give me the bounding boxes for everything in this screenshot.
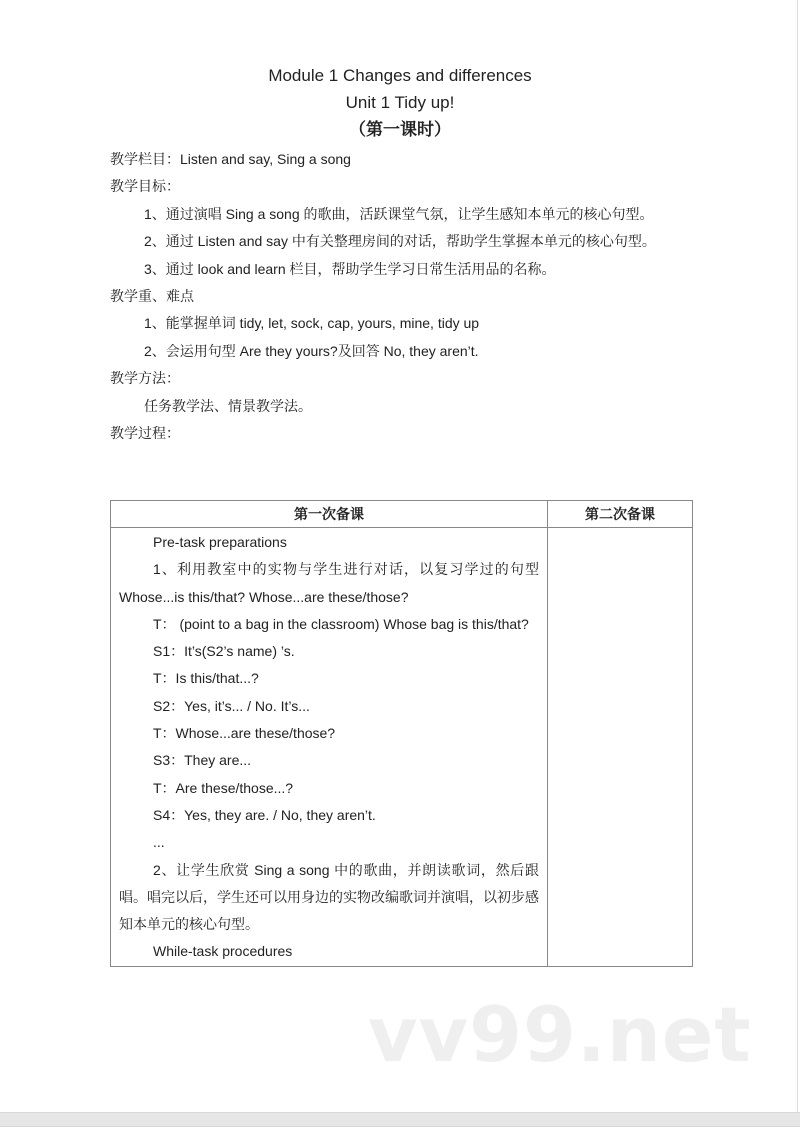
table-line: Pre-task preparations <box>153 534 287 550</box>
table-row <box>111 528 693 967</box>
header-second-prep: 第二次备课 <box>548 501 693 528</box>
goal-item: 2、通过 Listen and say 中有关整理房间的对话，帮助学生掌握本单元的核心句型。 <box>144 233 656 250</box>
table-line: ... <box>153 834 165 851</box>
goal-item: 3、通过 look and learn 栏目，帮助学生学习日常生活用品的名称。 <box>144 260 556 277</box>
goals-heading: 教学目标： <box>110 178 180 195</box>
key-point-item: 1、能掌握单词 tidy, let, sock, cap, yours, mine, tidy up <box>144 315 480 332</box>
table-line: 1、利用教室中的实物与学生进行对话，以复习学过的句型 Whose...is this/that? Whose...are these/those? <box>119 561 539 605</box>
table-line: T： (point to a bag in the classroom) Whose bag is this/that? <box>153 615 529 632</box>
unit-title: Unit 1 Tidy up! <box>345 93 455 112</box>
table-header-row <box>111 501 693 528</box>
lesson-plan-table <box>110 500 693 967</box>
module-title: Module 1 Changes and differences <box>268 66 532 85</box>
table-line: S4：Yes, they are. / No, they aren’t. <box>153 806 376 823</box>
key-point-item: 2、会运用句型 Are they yours?及回答 No, they aren’t. <box>144 342 479 359</box>
method-text: 任务教学法、情景教学法。 <box>144 397 312 414</box>
first-prep-cell <box>111 528 548 967</box>
table-line: S3：They are... <box>153 752 252 769</box>
key-points-heading: 教学重、难点 <box>110 288 194 305</box>
process-heading: 教学过程： <box>110 425 180 442</box>
table-line: 2、让学生欣赏 Sing a song 中的歌曲，并朗读歌词，然后跟唱。唱完以后，学生还可以用身边的实物改编歌词并演唱，以初步感知本单元的核心句型。 <box>119 861 539 933</box>
watermark: vv99.net <box>368 990 752 1079</box>
lesson-title: （第一课时） <box>349 120 451 139</box>
second-prep-cell <box>548 528 693 967</box>
table-line: While-task procedures <box>153 943 293 960</box>
header-first-prep: 第一次备课 <box>111 501 548 528</box>
table-line: S1：It’s(S2’s name) ’s. <box>153 643 295 660</box>
goal-item: 1、通过演唱 Sing a song 的歌曲，活跃课堂气氛，让学生感知本单元的核心句型。 <box>144 205 654 222</box>
table-line: S2：Yes, it’s... / No. It’s... <box>153 697 310 714</box>
document-title <box>0 62 800 143</box>
page-separator <box>0 1112 800 1127</box>
document-body <box>110 146 692 447</box>
table-line: T：Is this/that...? <box>153 670 259 687</box>
teaching-column: 教学栏目：Listen and say, Sing a song <box>110 151 351 167</box>
table-line: T：Whose...are these/those? <box>153 725 336 742</box>
method-heading: 教学方法： <box>110 370 180 387</box>
table-line: T：Are these/those...? <box>153 779 294 796</box>
